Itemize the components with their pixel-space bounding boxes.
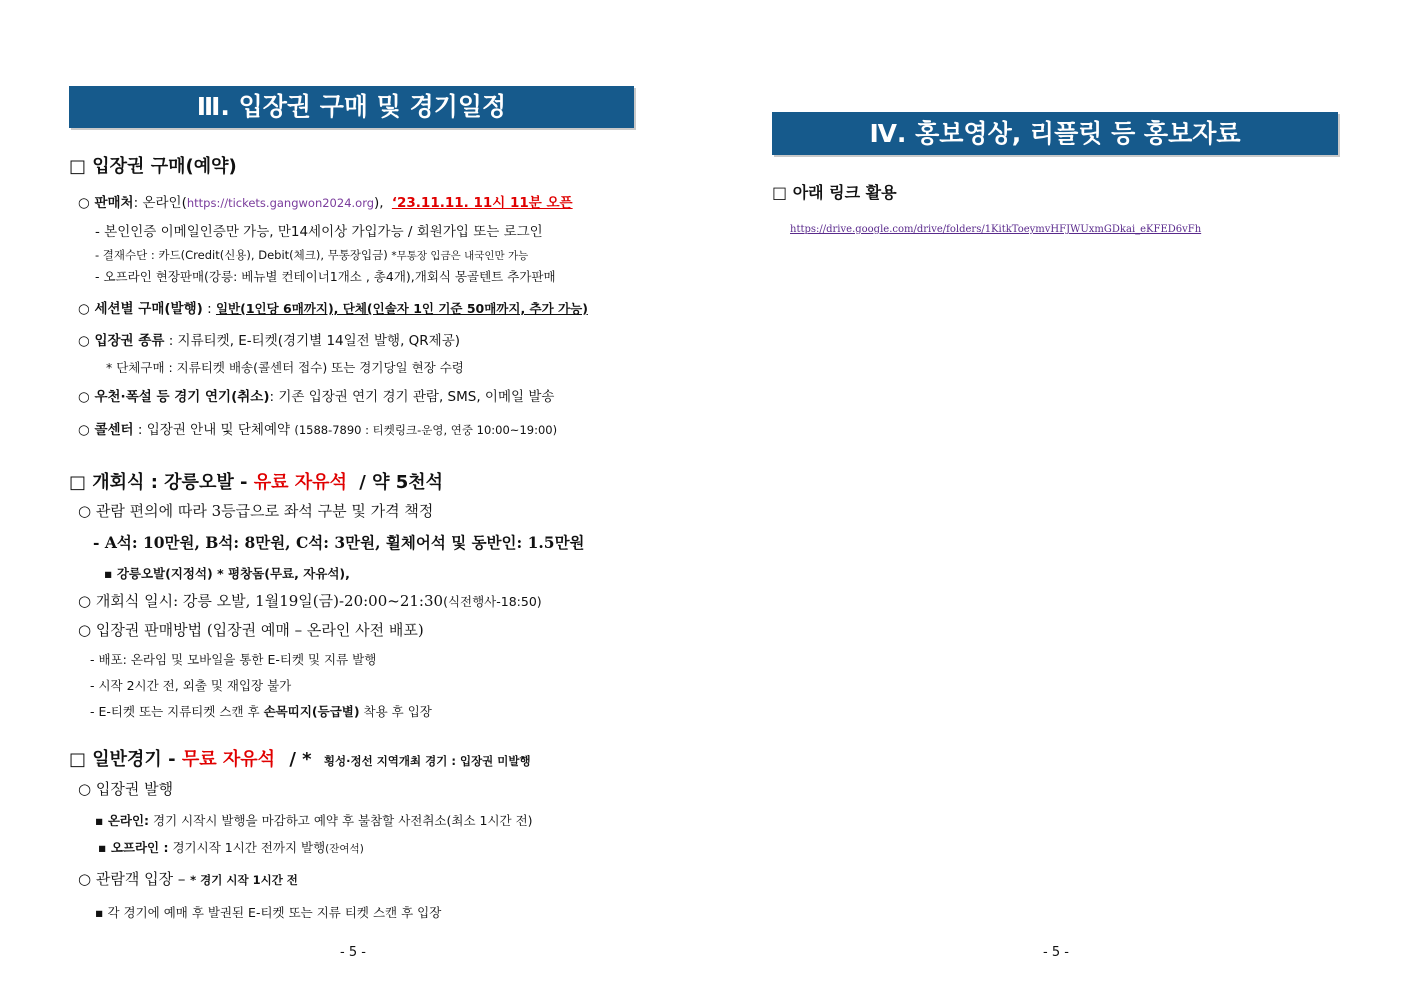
regular-match-heading bbox=[69, 745, 531, 771]
entry-scan-note: ▪ 각 경기에 예매 후 발권된 E-티켓 또는 지류 티켓 스캔 후 입장 bbox=[95, 905, 442, 920]
session-purchase-detail: 일반(1인당 6매까지), 단체(인솔자 1인 기준 50매까지, 추가 가능) bbox=[215, 301, 588, 316]
wristband-note bbox=[90, 702, 432, 720]
weather-delay-text: : 기존 입장권 연기 경기 관람, SMS, 이메일 발송 bbox=[269, 389, 555, 405]
sales-open-date: ‘23.11.11. 11시 11분 오픈 bbox=[391, 195, 573, 211]
left-page-number: - 5 - bbox=[340, 945, 366, 960]
link-usage-heading: □ 아래 링크 활용 bbox=[772, 183, 897, 202]
online-issue-text: 경기 시작시 발행을 마감하고 예약 후 불참할 사전취소(최소 1시간 전) bbox=[153, 813, 533, 828]
payment-method-note: *무통장 입금은 내국인만 가능 bbox=[391, 250, 529, 262]
session-purchase-line bbox=[78, 297, 588, 317]
regular-match-separator: / * bbox=[289, 749, 312, 770]
ticket-type-label: ○ 입장권 종류 bbox=[78, 333, 165, 349]
seat-price-line: - A석: 10만원, B석: 8만원, C석: 3만원, 휠체어석 및 동반인: 1.5만원 bbox=[93, 533, 585, 552]
ceremony-pre-event: (식전행사-18:50) bbox=[443, 594, 542, 609]
venue-seat-line: ▪ 강릉오발(지정석) * 평창돔(무료, 자유석), bbox=[104, 566, 350, 581]
offline-issue-note: (잔여석) bbox=[325, 843, 364, 855]
right-page-number: - 5 - bbox=[1043, 945, 1069, 960]
opening-ceremony-capacity: / 약 5천석 bbox=[359, 472, 444, 493]
ticket-purchase-heading: □ 입장권 구매(예약) bbox=[69, 156, 237, 177]
offline-issue-label: ▪ 오프라인 : bbox=[98, 840, 169, 855]
opening-ceremony-title: □ 개회식 : 강릉오발 - bbox=[69, 472, 248, 493]
promo-drive-link[interactable]: https://drive.google.com/drive/folders/1KitkToeymvHFJWUxmGDkai_eKFED6vFh bbox=[790, 224, 1202, 235]
group-purchase-note: * 단체구매 : 지류티켓 배송(콜센터 접수) 또는 경기당일 현장 수령 bbox=[106, 360, 464, 375]
regular-match-note: 횡성·정선 지역개최 경기 : 입장권 미발행 bbox=[323, 754, 531, 768]
session-purchase-label: ○ 세션별 구매(발행) bbox=[78, 301, 203, 317]
sales-channel-label: ○ 판매처 bbox=[78, 195, 134, 211]
offline-issue-text: 경기시작 1시간 전까지 발행 bbox=[172, 840, 326, 855]
call-center-text: : 입장권 안내 및 단체예약 bbox=[137, 422, 291, 438]
ticket-distribution-line: ○ 입장권 판매방법 (입장권 예매 – 온라인 사전 배포) bbox=[78, 621, 424, 639]
online-issue-label: ▪ 온라인: bbox=[95, 813, 150, 828]
payment-method-line bbox=[95, 247, 528, 263]
offline-sales-note: - 오프라인 현장판매(강릉: 베뉴별 컨테이너1개소 , 총4개),개회식 몽골텐트 추가판매 bbox=[95, 269, 556, 284]
section-4-banner: Ⅳ. 홍보영상, 리플릿 등 홍보자료 bbox=[772, 112, 1338, 155]
verification-note: - 본인인증 이메일인증만 가능, 만14세이상 가입가능 / 회원가입 또는 로그인 bbox=[95, 224, 543, 240]
weather-delay-line bbox=[78, 385, 554, 405]
ceremony-time-text: ○ 개회식 일시: 강릉 오발, 1월19일(금)-20:00~21:30 bbox=[78, 592, 444, 610]
sales-channel-text: : 온라인( bbox=[133, 195, 187, 211]
spectator-entry-text: ○ 관람객 입장 – bbox=[78, 870, 186, 888]
section-3-banner: Ⅲ. 입장권 구매 및 경기일정 bbox=[69, 86, 634, 128]
ceremony-time-line bbox=[78, 590, 542, 611]
sales-channel-line bbox=[78, 191, 573, 211]
seat-grade-line: ○ 관람 편의에 따라 3등급으로 좌석 구분 및 가격 책정 bbox=[78, 502, 434, 520]
ticket-type-line bbox=[78, 329, 460, 349]
regular-match-free-seat: 무료 자유석 bbox=[181, 749, 276, 770]
weather-delay-label: ○ 우천·폭설 등 경기 연기(취소) bbox=[78, 389, 270, 405]
session-purchase-colon: : bbox=[207, 301, 212, 317]
wristband-text-a: - E-티켓 또는 지류티켓 스캔 후 bbox=[90, 704, 260, 719]
call-center-hours: (1588-7890 : 티켓링크-운영, 연중 10:00~19:00) bbox=[294, 423, 558, 437]
call-center-label: ○ 콜센터 bbox=[78, 422, 134, 438]
regular-match-title: □ 일반경기 - bbox=[69, 749, 176, 770]
offline-issue-line bbox=[98, 838, 364, 856]
opening-ceremony-heading bbox=[69, 468, 443, 494]
sales-channel-close: ), bbox=[374, 195, 384, 211]
spectator-entry-line bbox=[78, 868, 298, 889]
opening-ceremony-paid-seat: 유료 자유석 bbox=[253, 472, 347, 493]
ticket-type-text: : 지류티켓, E-티켓(경기별 14일전 발행, QR제공) bbox=[168, 333, 461, 349]
payment-method-text: - 결재수단 : 카드(Credit(신용), Debit(체크), 무통장입금) bbox=[95, 248, 388, 262]
distribution-note: - 배포: 온라임 및 모바일을 통한 E-티켓 및 지류 발행 bbox=[90, 652, 377, 667]
wristband-text-c: 착용 후 입장 bbox=[363, 704, 432, 719]
spectator-entry-note: * 경기 시작 1시간 전 bbox=[190, 873, 298, 887]
online-issue-line bbox=[95, 811, 533, 829]
ticket-issue-line: ○ 입장권 발행 bbox=[78, 780, 174, 798]
wristband-text-b: 손목띠지(등급별) bbox=[263, 704, 360, 719]
ticket-site-link[interactable]: https://tickets.gangwon2024.org bbox=[186, 196, 375, 210]
reentry-note: - 시작 2시간 전, 외출 및 재입장 불가 bbox=[90, 678, 292, 693]
call-center-line bbox=[78, 418, 557, 438]
